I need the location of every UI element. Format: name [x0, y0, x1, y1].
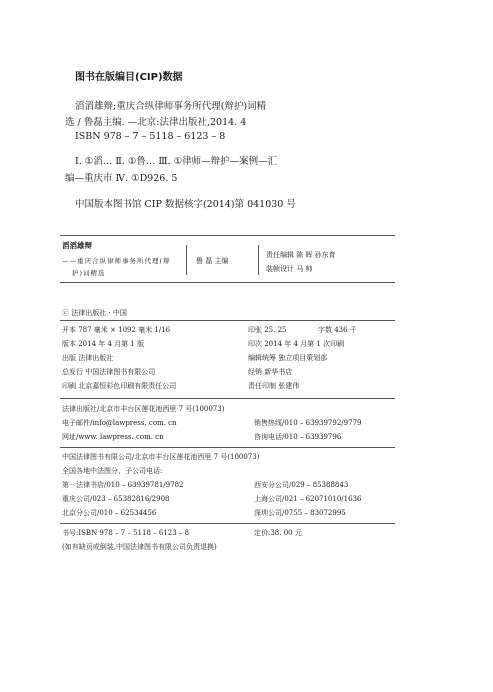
cover-designer: 装帧设计 马 帅 [266, 265, 313, 273]
book-subtitle-1: ——重庆合纵律师事务所代理(辩 [62, 257, 171, 265]
distributor-top-rule [60, 447, 395, 448]
footer-isbn: 书号:ISBN 978 – 7 – 5118 – 6123 – 8 [62, 529, 190, 537]
spec-edition: 版本 2014 年 4 月第 1 版 [62, 340, 145, 348]
responsible-editor: 责任编辑 陈 晖 孙东育 [266, 251, 336, 259]
branch-6: 深圳公司/0755 – 83072995 [254, 509, 346, 517]
footer-notice: (如有缺页或倒装,中国法律图书有限公司负责退换) [62, 543, 217, 551]
credits-bottom-rule [60, 282, 395, 283]
branch-3: 重庆公司/023 – 65382816/2908 [62, 495, 170, 503]
specs-top-rule [60, 320, 395, 321]
cip-heading: 图书在版编目(CIP)数据 [75, 72, 183, 83]
cip-line-4: Ⅰ. ①滔… Ⅱ. ①鲁… Ⅲ. ①律师—辩护—案例—汇 [75, 156, 278, 167]
credits-divider-1 [186, 245, 187, 275]
spec-printing: 印次 2014 年 4 月第 1 次印刷 [248, 340, 345, 348]
spec-sheets: 印张 25. 25 [248, 326, 287, 334]
publisher-address: 法律出版社/北京市丰台区莲花池西里 7 号(100073) [62, 405, 225, 413]
publisher-consult: 咨询电话/010 – 63939796 [254, 433, 342, 441]
publisher-sales: 销售热线/010 – 63939792/9779 [254, 419, 362, 427]
spec-publisher: 出版 法律出版社 [62, 354, 114, 362]
distributor-branches: 全国各地中法图分、子公司电话: [62, 467, 163, 475]
footer-top-rule [60, 523, 395, 524]
spec-format: 开本 787 毫米 × 1092 毫米 1/16 [62, 326, 171, 334]
branch-5: 北京分公司/010 – 62534456 [62, 509, 157, 517]
cip-line-5: 编—重庆市 Ⅳ. ①D926. 5 [65, 173, 178, 184]
cip-line-6: 中国版本图书馆 CIP 数据核字(2014)第 041030 号 [75, 199, 296, 210]
publisher-top-rule [60, 398, 395, 399]
book-title: 滔滔雄辩 [62, 241, 92, 250]
cip-line-3: ISBN 978 – 7 – 5118 – 6123 – 8 [75, 131, 226, 142]
publisher-web: 网址/www. lawpress. com. cn [62, 433, 164, 441]
cip-line-1: 滔滔雄辩;重庆合纵律师事务所代理(辩护)词精 [75, 101, 267, 112]
spec-words: 字数 436 千 [318, 326, 357, 334]
spec-printer: 印刷 北京嘉恒彩色印刷有限责任公司 [62, 382, 177, 390]
cip-line-2: 选 / 鲁磊主编. —北京:法律出版社,2014. 4 [65, 117, 247, 128]
editor-credit: 鲁 磊 主编 [196, 257, 229, 265]
credits-divider-2 [258, 245, 259, 275]
spec-seller: 经销 新华书店 [248, 368, 293, 376]
spec-distributor: 总发行 中国法律图书有限公司 [62, 368, 156, 376]
branch-1: 第一法律书店/010 – 63939781/9782 [62, 481, 184, 489]
spec-print-responsible: 责任印制 张建伟 [248, 382, 300, 390]
branch-2: 西安分公司/029 – 85388843 [254, 481, 349, 489]
branch-4: 上海公司/021 – 62071010/1636 [254, 495, 362, 503]
copyright-line: ⓒ 法律出版社 · 中国 [62, 309, 127, 317]
distributor-address: 中国法律图书有限公司/北京市丰台区莲花池西里 7 号(100073) [62, 453, 260, 461]
spec-planning: 编辑统筹 独立项目策划部 [248, 354, 328, 362]
book-subtitle-2: 护)词精选 [72, 269, 106, 277]
footer-price: 定价:38. 00 元 [254, 529, 302, 537]
credits-top-rule [60, 235, 395, 236]
publisher-email: 电子邮件/info@lawpress. com. cn [62, 419, 177, 427]
